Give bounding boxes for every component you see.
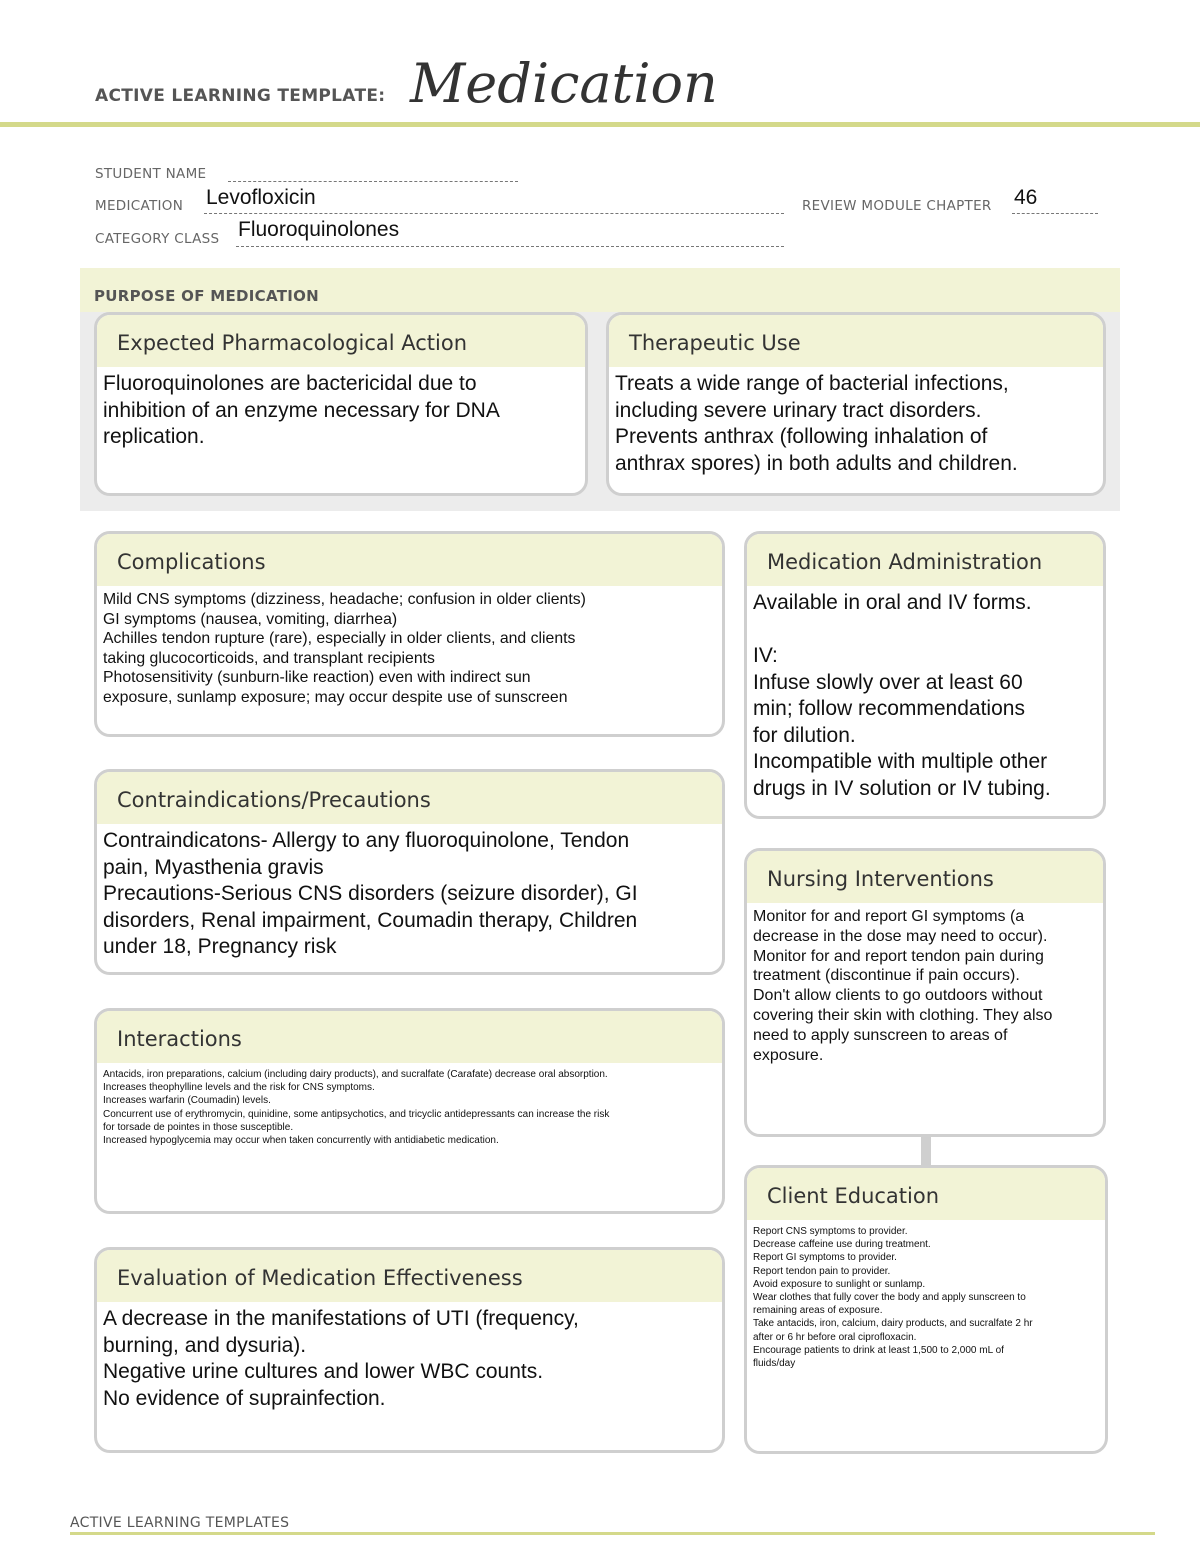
complications-text[interactable] <box>97 586 722 708</box>
text-line: exposure, sunlamp exposure; may occur despite use of sunscreen <box>103 688 568 706</box>
text-line: Mild CNS symptoms (dizziness, headache; confusion in older clients) <box>103 591 586 608</box>
therapeutic-use-text[interactable] <box>609 367 1103 477</box>
complications-title: Complications <box>97 534 722 586</box>
text-line: Report tendon pain to provider. <box>753 1265 891 1277</box>
text-line: Report CNS symptoms to provider. <box>753 1226 908 1237</box>
medication-label: MEDICATION <box>95 198 184 214</box>
contraindications-text[interactable] <box>97 824 722 961</box>
evaluation-box <box>94 1247 725 1453</box>
header-rule <box>0 122 1200 127</box>
text-line: replication. <box>103 425 205 448</box>
text-line: IV: <box>753 644 778 667</box>
text-line: covering their skin with clothing. They also <box>753 1006 1053 1024</box>
student-name-line <box>228 181 518 182</box>
text-line: Decrease caffeine use during treatment. <box>753 1239 931 1251</box>
text-line: Incompatible with multiple other <box>753 750 1048 773</box>
contraindications-box <box>94 769 725 975</box>
text-line: Available in oral and IV forms. <box>753 591 1032 614</box>
text-line: Contraindicatons- Allergy to any fluoroquinolone, Tendon <box>103 829 630 852</box>
text-line: Concurrent use of erythromycin, quinidine, some antipsychotics, and tricyclic antidepressants can increase the risk <box>103 1108 610 1120</box>
medication-administration-title: Medication Administration <box>747 534 1103 586</box>
medication-line <box>204 213 784 214</box>
text-line: Increased hypoglycemia may occur when taken concurrently with antidiabetic medication. <box>103 1135 499 1147</box>
text-line: Take antacids, iron, calcium, dairy products, and sucralfate 2 hr <box>753 1318 1033 1330</box>
text-line: Increases theophylline levels and the risk for CNS symptoms. <box>103 1082 375 1094</box>
text-line <box>753 617 1097 644</box>
text-line: exposure. <box>753 1046 824 1064</box>
text-line: Monitor for and report tendon pain during <box>753 947 1044 965</box>
complications-box <box>94 531 725 737</box>
review-module-field[interactable]: 46 <box>1014 186 1038 209</box>
text-line: under 18, Pregnancy risk <box>103 935 337 958</box>
interactions-title: Interactions <box>97 1011 722 1063</box>
text-line: Negative urine cultures and lower WBC counts. <box>103 1360 544 1383</box>
nursing-interventions-box <box>744 848 1106 1137</box>
interactions-text[interactable] <box>97 1063 722 1147</box>
text-line: taking glucocorticoids, and transplant recipients <box>103 649 435 667</box>
footer-rule <box>70 1532 1155 1535</box>
interactions-box <box>94 1008 725 1214</box>
template-name: Medication <box>410 52 718 115</box>
nursing-interventions-title: Nursing Interventions <box>747 851 1103 903</box>
text-line: Don't allow clients to go outdoors without <box>753 987 1043 1005</box>
text-line: Treats a wide range of bacterial infections, <box>615 372 1009 395</box>
text-line: fluids/day <box>753 1358 796 1370</box>
text-line: Wear clothes that fully cover the body and apply sunscreen to <box>753 1292 1026 1304</box>
text-line: Achilles tendon rupture (rare), especially in older clients, and clients <box>103 630 576 648</box>
box-connector <box>921 1136 931 1166</box>
text-line: Precautions-Serious CNS disorders (seizure disorder), GI <box>103 882 638 905</box>
therapeutic-use-box <box>606 312 1106 496</box>
text-line: including severe urinary tract disorders. <box>615 398 982 422</box>
text-line: Monitor for and report GI symptoms (a <box>753 908 1025 925</box>
text-line: need to apply sunscreen to areas of <box>753 1026 1008 1044</box>
expected-action-title: Expected Pharmacological Action <box>97 315 585 367</box>
text-line: burning, and dysuria). <box>103 1333 307 1357</box>
text-line: inhibition of an enzyme necessary for DNA <box>103 398 500 422</box>
text-line: pain, Myasthenia gravis <box>103 855 324 879</box>
purpose-title: PURPOSE OF MEDICATION <box>94 287 320 305</box>
medication-administration-box <box>744 531 1106 819</box>
text-line: Prevents anthrax (following inhalation of <box>615 425 988 448</box>
nursing-interventions-text[interactable] <box>747 903 1103 1065</box>
therapeutic-use-title: Therapeutic Use <box>609 315 1103 367</box>
review-module-label: REVIEW MODULE CHAPTER <box>802 198 992 214</box>
text-line: drugs in IV solution or IV tubing. <box>753 776 1051 800</box>
text-line: Encourage patients to drink at least 1,500 to 2,000 mL of <box>753 1344 1004 1356</box>
medication-administration-text[interactable] <box>747 586 1103 802</box>
student-name-label: STUDENT NAME <box>95 166 207 182</box>
template-label: ACTIVE LEARNING TEMPLATE: <box>95 86 386 106</box>
medication-field[interactable]: Levofloxicin <box>206 186 316 209</box>
text-line: min; follow recommendations <box>753 697 1025 720</box>
text-line: No evidence of suprainfection. <box>103 1386 386 1410</box>
text-line: disorders, Renal impairment, Coumadin therapy, Children <box>103 908 638 932</box>
contraindications-title: Contraindications/Precautions <box>97 772 722 824</box>
text-line: Avoid exposure to sunlight or sunlamp. <box>753 1278 926 1290</box>
text-line: Report GI symptoms to provider. <box>753 1252 897 1264</box>
footer-text: ACTIVE LEARNING TEMPLATES <box>70 1515 290 1531</box>
category-class-label: CATEGORY CLASS <box>95 231 220 247</box>
category-class-line <box>236 246 784 247</box>
text-line: Fluoroquinolones are bactericidal due to <box>103 372 477 395</box>
text-line: Infuse slowly over at least 60 <box>753 670 1023 694</box>
client-education-box <box>744 1165 1108 1454</box>
review-module-line <box>1012 213 1098 214</box>
client-education-title: Client Education <box>747 1168 1105 1220</box>
text-line: Photosensitivity (sunburn-like reaction) even with indirect sun <box>103 669 531 687</box>
expected-action-box <box>94 312 588 496</box>
text-line: for dilution. <box>753 723 856 747</box>
text-line: Increases warfarin (Coumadin) levels. <box>103 1095 271 1107</box>
expected-action-text[interactable] <box>97 367 585 451</box>
text-line: Antacids, iron preparations, calcium (including dairy products), and sucralfate (Carafate) decrease oral absorption. <box>103 1069 608 1080</box>
text-line: treatment (discontinue if pain occurs). <box>753 967 1020 985</box>
text-line: decrease in the dose may need to occur). <box>753 927 1048 945</box>
text-line: for torsade de pointes in those susceptible. <box>103 1121 294 1133</box>
text-line: remaining areas of exposure. <box>753 1305 883 1317</box>
client-education-text[interactable] <box>747 1220 1105 1370</box>
evaluation-title: Evaluation of Medication Effectiveness <box>97 1250 722 1302</box>
text-line: GI symptoms (nausea, vomiting, diarrhea) <box>103 610 398 628</box>
category-class-field[interactable]: Fluoroquinolones <box>238 218 400 241</box>
text-line: A decrease in the manifestations of UTI (frequency, <box>103 1307 579 1330</box>
text-line: anthrax spores) in both adults and children. <box>615 451 1018 475</box>
evaluation-text[interactable] <box>97 1302 722 1412</box>
text-line: after or 6 hr before oral ciprofloxacin. <box>753 1331 917 1343</box>
